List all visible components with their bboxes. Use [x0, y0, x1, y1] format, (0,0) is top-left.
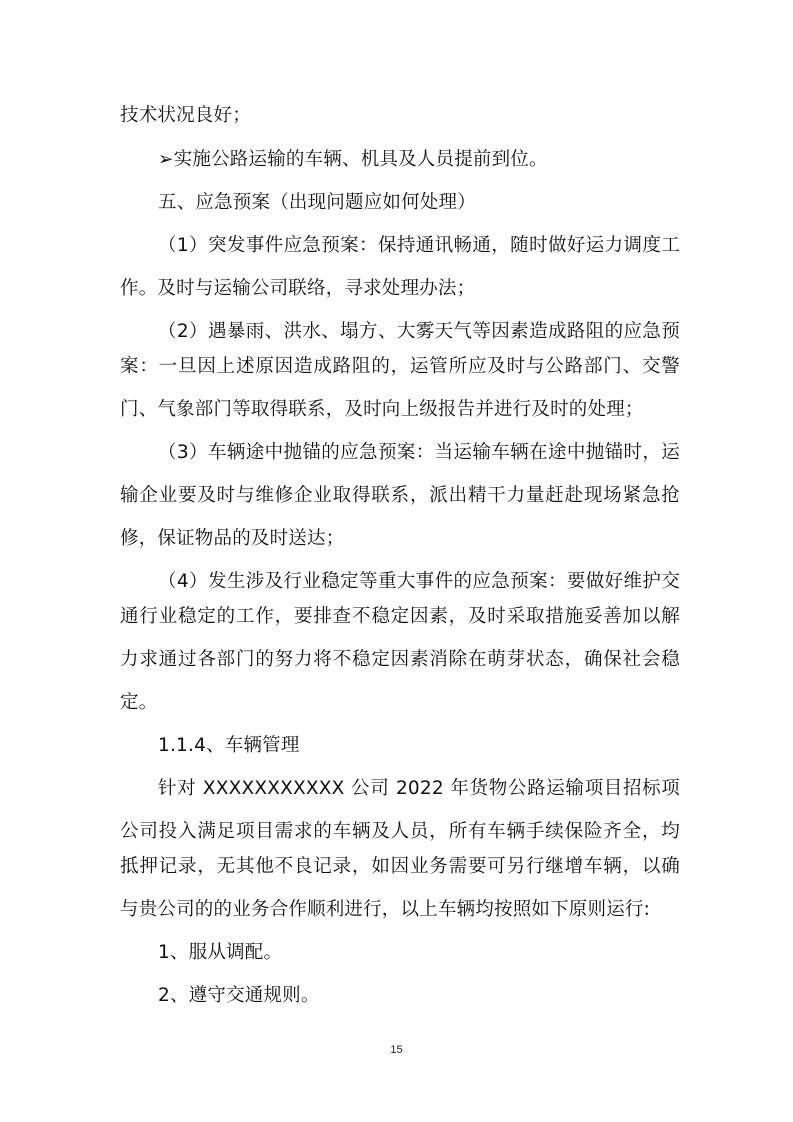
section-heading: 1.1.4、车辆管理 [158, 735, 300, 756]
text-line: 作。及时与运输公司联络，寻求处理办法； [120, 278, 476, 299]
text-line: 技术状况良好； [120, 105, 251, 126]
text-line: 定。 [120, 692, 158, 713]
text-line: 与贵公司的的业务合作顺利进行，以上车辆均按照如下原则运行: [120, 899, 651, 920]
text-line: 力求通过各部门的努力将不稳定因素消除在萌芽状态，确保社会稳 [120, 649, 680, 670]
page-number: 15 [390, 1044, 403, 1056]
list-item: 1、服从调配。 [158, 942, 283, 963]
text-line: 通行业稳定的工作，要排查不稳定因素，及时采取措施妥善加以解 [120, 606, 680, 627]
text-line: 抵押记录，无其他不良记录，如因业务需要可另行继增车辆，以确 [120, 856, 680, 877]
text-line: 案：一旦因上述原因造成路阻的，运管所应及时与公路部门、交警 [120, 356, 680, 377]
bullet-line: ➢实施公路运输的车辆、机具及人员提前到位。 [158, 149, 548, 170]
list-item: 2、遵守交通规则。 [158, 985, 320, 1006]
text-line: 针对 XXXXXXXXXXX 公司 2022 年货物公路运输项目招标项 [158, 778, 680, 799]
text-line: （2）遇暴雨、洪水、塌方、大雾天气等因素造成路阻的应急预 [158, 321, 680, 342]
text-line: 公司投入满足项目需求的车辆及人员，所有车辆手续保险齐全，均 [120, 821, 680, 842]
text-line: （3）车辆途中抛锚的应急预案：当运输车辆在途中抛锚时，运 [158, 442, 680, 463]
text-line: 输企业要及时与维修企业取得联系，派出精干力量赶赴现场紧急抢 [120, 485, 680, 506]
text-line: （1）突发事件应急预案：保持通讯畅通，随时做好运力调度工 [158, 235, 680, 256]
text-line: 修，保证物品的及时送达； [120, 528, 345, 549]
text-line: 门、气象部门等取得联系，及时向上级报告并进行及时的处理； [120, 399, 644, 420]
text-line: （4）发生涉及行业稳定等重大事件的应急预案：要做好维护交 [158, 571, 680, 592]
section-heading: 五、应急预案（出现问题应如何处理） [158, 192, 476, 213]
